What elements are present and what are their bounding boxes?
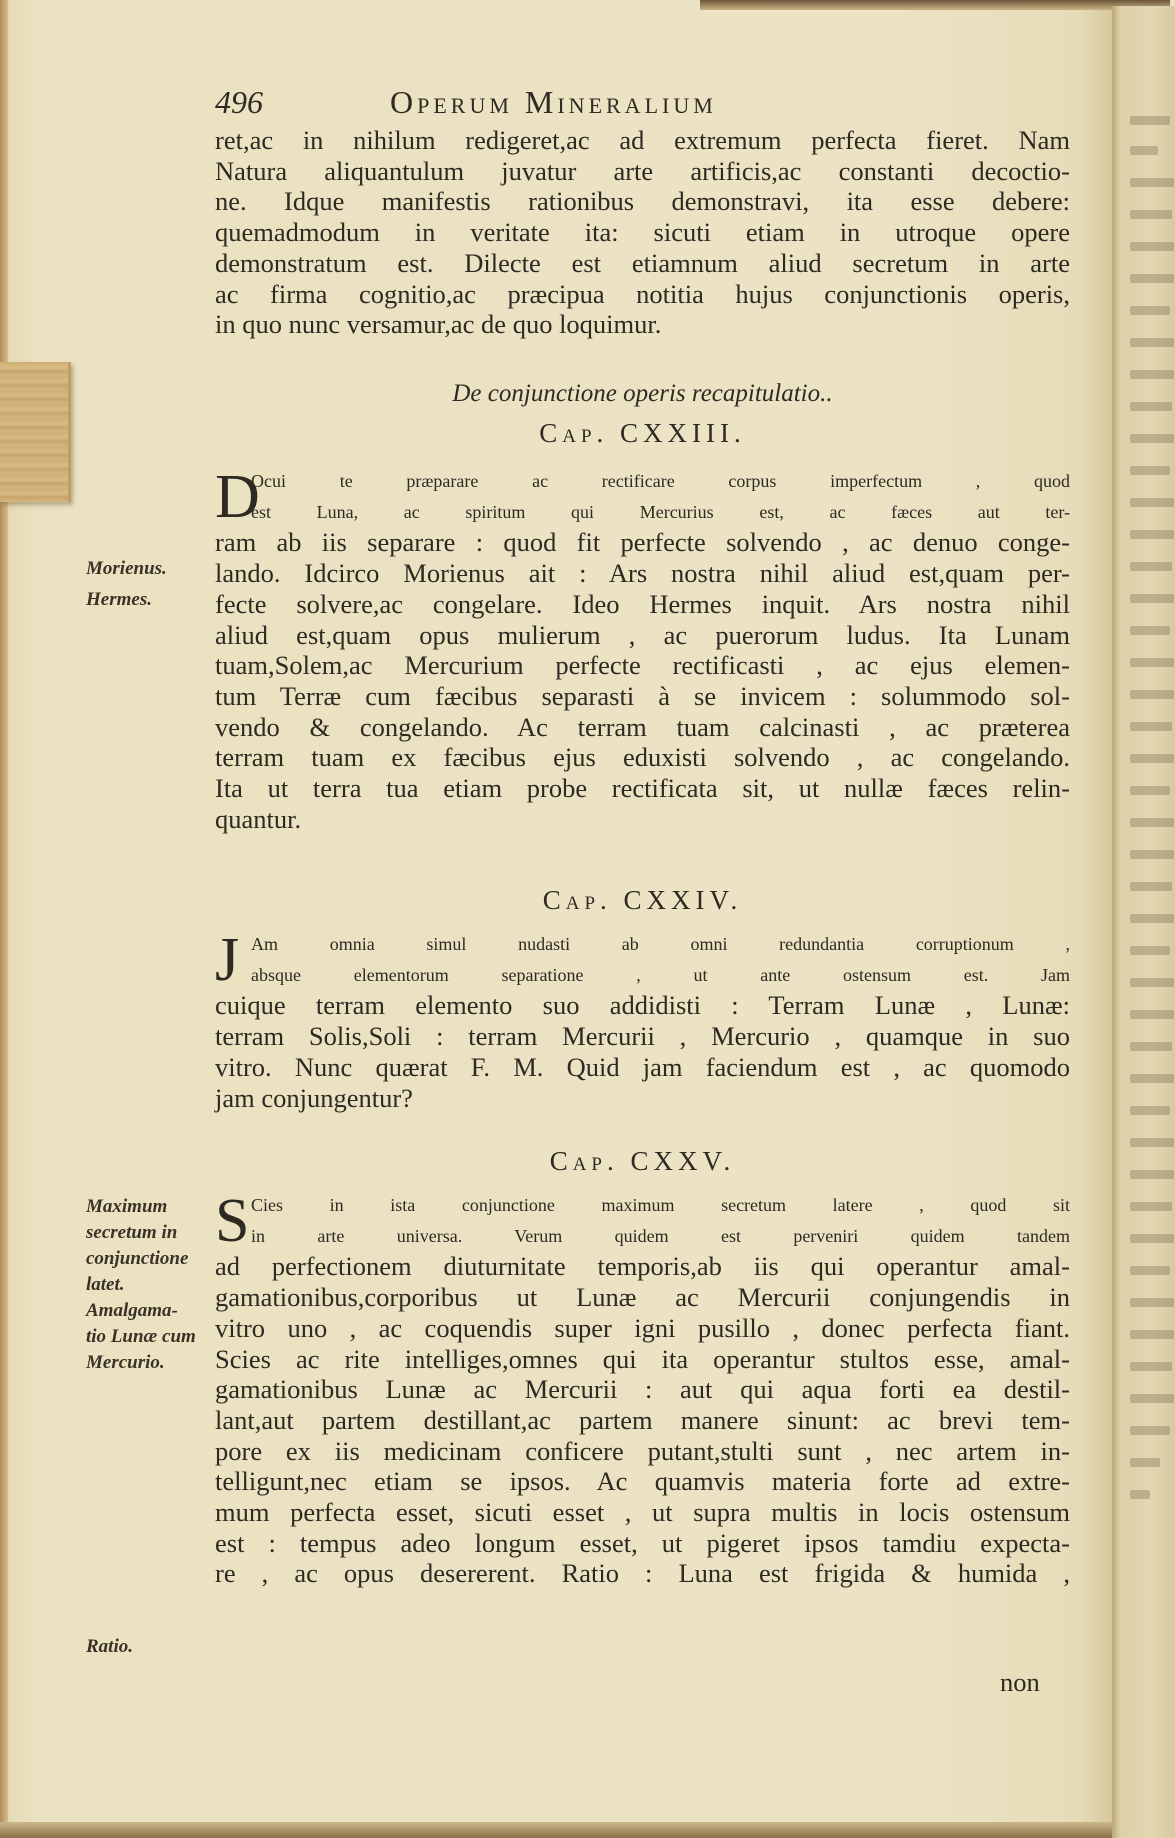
drop-cap: J [215, 926, 240, 994]
text-line: Ita ut terra tua etiam probe rectificata sit, ut nullæ fæces relin- [215, 773, 1070, 804]
margin-note: Amalgama- [86, 1300, 178, 1321]
text-line: cuique terram elemento suo addidisti : Terram Lunæ , Lunæ: [215, 990, 1070, 1021]
text-line: absque elementorum separatione , ut ante ostensum est. Jam [251, 964, 1070, 985]
chapter-body [215, 463, 1070, 834]
section-title: De conjunctione operis recapitulatio.. [452, 380, 833, 407]
drop-cap: D [215, 463, 260, 531]
margin-note: Morienus. [86, 558, 167, 579]
text-line: pore ex iis medicinam conficere putant,stulti sunt , nec artem in- [215, 1435, 1070, 1466]
page-number: 496 [215, 84, 263, 120]
margin-note: conjunctione [86, 1248, 189, 1269]
text-line: gamationibus Lunæ ac Mercurii : aut qui aqua forti ea destil- [215, 1374, 1070, 1405]
margin-note: secretum in [86, 1222, 178, 1243]
text-line: telligunt,nec etiam se ipsos. Ac quamvis materia forte ad extre- [215, 1466, 1070, 1497]
text-line: Cies in ista conjunctione maximum secretum latere , quod sit [251, 1195, 1070, 1215]
text-line: re , ac opus desererent. Ratio : Luna est frigida & humida , [215, 1558, 1070, 1589]
ribbon-bookmark [0, 362, 71, 502]
chapter-heading: Cap. CXXV. [549, 1146, 736, 1176]
text-line: Ocui te præparare ac rectificare corpus imperfectum , quod [251, 471, 1070, 491]
text-line: ram ab iis separare : quod fit perfecte solvendo , ac denuo conge- [215, 527, 1070, 558]
margin-note: tio Lunæ cum [86, 1326, 196, 1347]
text-line: quemadmodum in veritate ita: sicuti etiam in utroque opere [215, 217, 1070, 248]
catchword: non [1000, 1667, 1040, 1697]
text-line: vendo & congelando. Ac terram tuam calcinasti , ac præterea [215, 711, 1070, 742]
text-line: lando. Idcirco Morienus ait : Ars nostra nihil aliud est,quam per- [215, 558, 1070, 589]
text-line: vitro. Nunc quærat F. M. Quid jam faciendum est , ac quomodo [215, 1051, 1070, 1082]
chapter-body [215, 1187, 1070, 1589]
margin-note: Maximum [86, 1196, 168, 1217]
text-line: in arte universa. Verum quidem est perveniri quidem tandem [251, 1225, 1070, 1246]
margin-note: latet. [86, 1274, 125, 1295]
book-bottom-edge [0, 1822, 1112, 1838]
book-top-edge [700, 0, 1170, 10]
text-line: Natura aliquantulum juvatur arte artificis,ac constanti decoctio- [215, 155, 1070, 186]
text-line: ne. Idque manifestis rationibus demonstravi, ita esse debere: [215, 186, 1070, 217]
text-line: vitro uno , ac coquendis super igni pusillo , donec perfecta fiant. [215, 1312, 1070, 1343]
margin-note: Mercurio. [86, 1352, 165, 1373]
intro-paragraph [215, 125, 1070, 340]
drop-cap: S [215, 1187, 250, 1255]
text-line: quantur. [215, 803, 302, 834]
text-line: tum Terræ cum fæcibus separasti à se invicem : solummodo sol- [215, 680, 1070, 711]
facing-page-edge [1112, 6, 1175, 1838]
text-line: terram Solis,Soli : terram Mercurii , Mercurio , quamque in suo [215, 1021, 1070, 1052]
text-line: Am omnia simul nudasti ab omni redundantia corruptionum , [251, 934, 1070, 954]
chapter-heading: Cap. CXXIII. [539, 418, 746, 448]
text-line: gamationibus,corporibus ut Lunæ ac Mercurii conjungendis in [215, 1282, 1070, 1313]
chapter-heading: Cap. CXXIV. [542, 885, 743, 915]
text-line: in quo nunc versamur,ac de quo loquimur. [215, 309, 662, 340]
margin-note: Hermes. [86, 589, 152, 610]
chapter-body [215, 926, 1070, 1113]
text-line: aliud est,quam opus mulierum , ac puerorum ludus. Ita Lunam [215, 619, 1070, 650]
page-gutter-edge [0, 0, 8, 1838]
text-line: ret,ac in nihilum redigeret,ac ad extremum perfecta fieret. Nam [215, 125, 1070, 155]
text-line: est : tempus adeo longum esset, ut pigeret ipsos tamdiu expecta- [215, 1527, 1070, 1558]
text-line: ad perfectionem diuturnitate temporis,ab iis qui operantur amal- [215, 1251, 1070, 1282]
running-head: Operum Mineralium [390, 84, 717, 120]
text-line: lant,aut partem destillant,ac partem manere sinunt: ac brevi tem- [215, 1404, 1070, 1435]
text-line: terram tuam ex fæcibus ejus eduxisti solvendo , ac congelando. [215, 742, 1070, 773]
text-line: fecte solvere,ac congelare. Ideo Hermes inquit. Ars nostra nihil [215, 588, 1070, 619]
text-line: est Luna, ac spiritum qui Mercurius est, ac fæces aut ter- [251, 501, 1070, 522]
margin-note: Ratio. [86, 1636, 133, 1657]
text-line: mum perfecta esset, sicuti esset , ut supra multis in locis ostensum [215, 1497, 1070, 1528]
text-line: tuam,Solem,ac Mercurium perfecte rectificasti , ac ejus elemen- [215, 650, 1070, 681]
text-line: jam conjungentur? [215, 1082, 413, 1113]
text-line: demonstratum est. Dilecte est etiamnum aliud secretum in arte [215, 247, 1070, 278]
page-header [215, 84, 1015, 124]
text-line: ac firma cognitio,ac præcipua notitia hujus conjunctionis operis, [215, 278, 1070, 309]
text-line: Scies ac rite intelliges,omnes qui ita operantur stultos esse, amal- [215, 1343, 1070, 1374]
